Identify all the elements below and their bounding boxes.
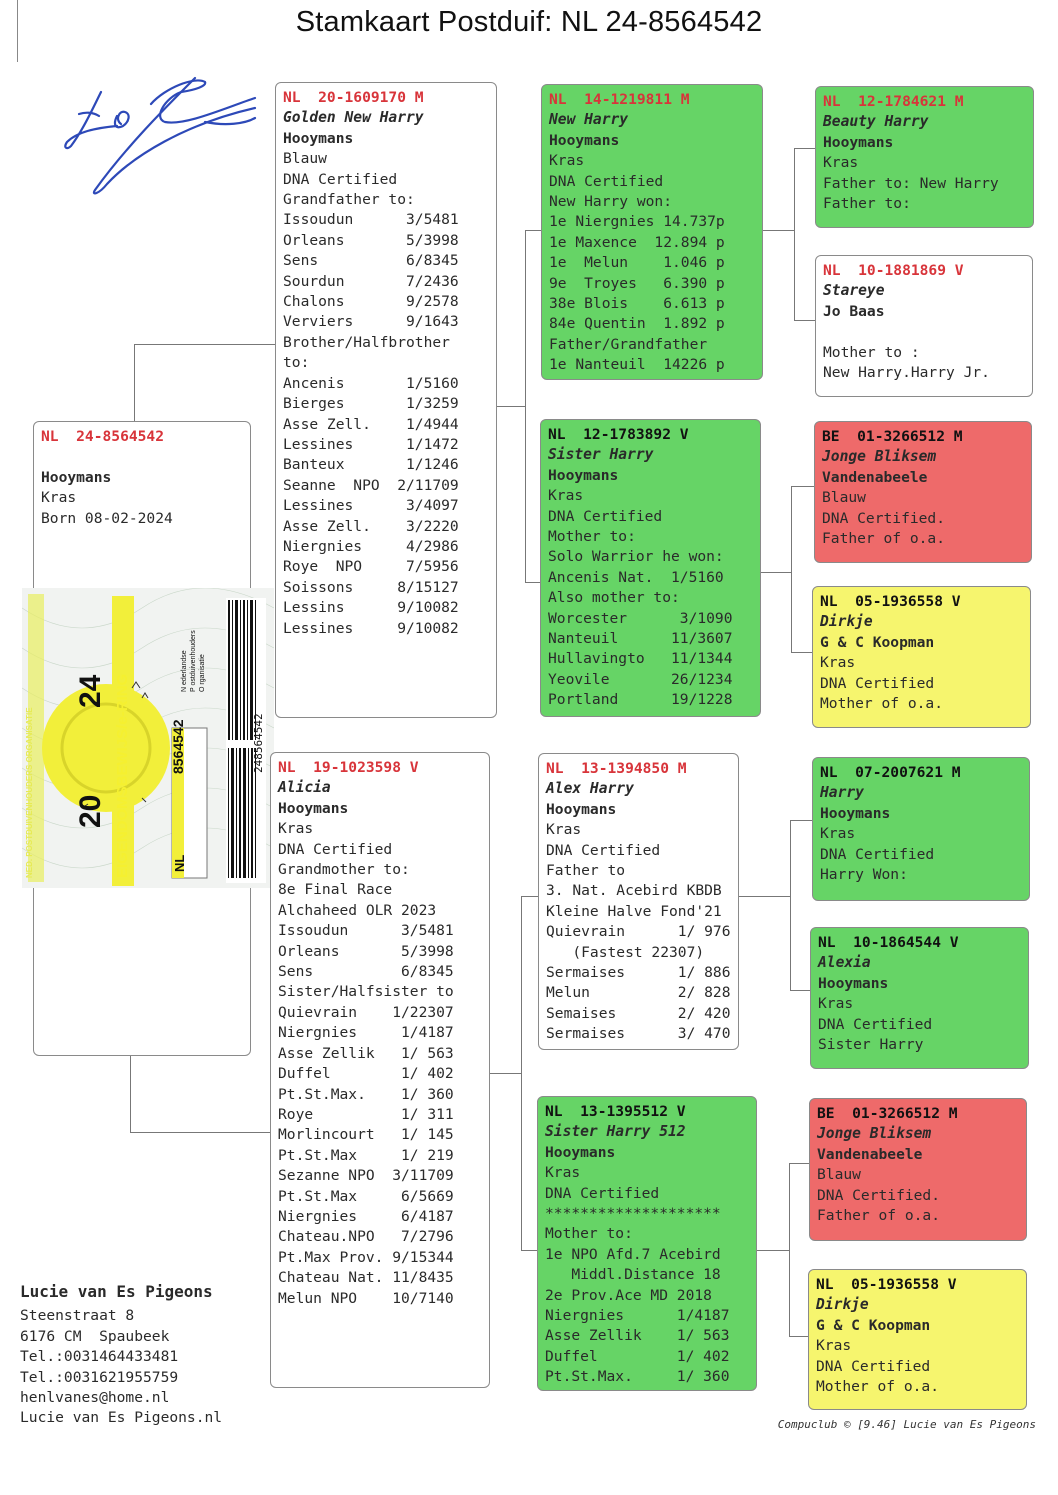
pigeon-name: Jonge Bliksem (817, 1125, 932, 1143)
signature (55, 68, 295, 208)
pigeon-name: Stareye (823, 282, 885, 300)
connector (790, 990, 812, 991)
connector (762, 230, 795, 231)
breeder: Hooymans (818, 974, 889, 992)
ring-number: NL 24-8564542 (41, 428, 165, 445)
connector (130, 1132, 274, 1133)
pigeon-name: Alicia (278, 779, 331, 797)
ring-number: BE 01-3266512 M (817, 1105, 958, 1122)
connector (794, 320, 817, 321)
pigeon-name: Beauty Harry (823, 113, 929, 131)
connector (794, 148, 795, 320)
pedigree-box-dss: NL 07-2007621 M Harry Hooymans Kras DNA Certified Harry Won: (812, 757, 1030, 901)
ring-number: NL 05-1936558 V (820, 593, 961, 610)
connector (525, 230, 541, 231)
pedigree-box-sire-sire: NL 14-1219811 M New Harry Hooymans Kras DNA Certified New Harry won: 1e Niergnies 14.737p 1e Maxence 12.894 p 1e Melun 1.046 p 9e Troyes 6.390 p 38e Blois 6.613 p 84e Quentin 1.892 p Father/Grandfather 1e Nanteuil 14226 p (541, 84, 763, 380)
pedigree-box-dds: BE 01-3266512 M Jonge Bliksem Vandenabeele Blauw DNA Certified. Father of o.a. (809, 1098, 1027, 1241)
pigeon-name: Sister Harry (548, 446, 654, 464)
pedigree-box-dsd: NL 10-1864544 V Alexia Hooymans Kras DNA Certified Sister Harry (810, 927, 1029, 1069)
ring-number: NL 07-2007621 M (820, 764, 961, 781)
ring-number: NL 12-1784621 M (823, 93, 964, 110)
connector (789, 1163, 809, 1164)
connector (790, 820, 791, 990)
ring-number: NL 12-1783892 V (548, 426, 689, 443)
ring-year-left: 20 (74, 794, 107, 828)
connector (525, 230, 526, 582)
breeder: Hooymans (41, 468, 112, 486)
ring-number: NL 10-1864544 V (818, 934, 959, 951)
pedigree-box-sire-dam: NL 12-1783892 V Sister Harry Hooymans Kras DNA Certified Mother to: Solo Warrior he won: Ancenis Nat. 1/5160 Also mother to: Worcester 3/1090 Nanteuil 11/3607 Hullavingto 11/1344 Yeovile 26/1234 Portland 19/1228 (540, 419, 761, 717)
ring-number-card: 8564542 (170, 719, 186, 774)
owner-website: Lucie van Es Pigeons.nl (20, 1409, 223, 1427)
connector (490, 1073, 522, 1074)
pigeon-name: Golden New Harry (283, 109, 424, 127)
ring-number: BE 01-3266512 M (822, 428, 963, 445)
breeder: Hooymans (820, 804, 891, 822)
breeder: Hooymans (278, 799, 349, 817)
connector (791, 486, 792, 652)
breeder: G & C Koopman (820, 633, 935, 651)
color: Kras (41, 489, 77, 507)
connector (756, 1250, 790, 1251)
pigeon-name: Alexia (818, 954, 871, 972)
owner-postcode: 6176 CM Spaubeek (20, 1327, 170, 1345)
pigeon-name: Sister Harry 512 (545, 1123, 686, 1141)
owner-phone-2: Tel.:0031621955759 (20, 1368, 179, 1386)
born-date: Born 08-02-2024 (41, 509, 173, 527)
pedigree-box-sss: NL 12-1784621 M Beauty Harry Hooymans Kras Father to: New Harry Father to: (815, 86, 1034, 228)
connector (760, 572, 792, 573)
barcode-number: 248564542 (252, 713, 265, 773)
connector (790, 820, 813, 821)
ring-number: NL 10-1881869 V (823, 262, 964, 279)
breeder: Jo Baas (823, 302, 885, 320)
ring-number: NL 19-1023598 V (278, 759, 419, 776)
breeder: Hooymans (546, 800, 617, 818)
pigeon-name: Jonge Bliksem (822, 448, 937, 466)
connector (794, 148, 817, 149)
pigeon-name: Dirkje (820, 613, 873, 631)
ring-number: NL 13-1395512 V (545, 1103, 686, 1120)
pigeon-name: Alex Harry (546, 780, 634, 798)
breeder: Vandenabeele (817, 1145, 923, 1163)
owner-name: Lucie van Es Pigeons (20, 1282, 213, 1301)
ring-card-org: NED. POSTDUIVENHOUDERS ORGANISATIE (25, 707, 34, 878)
breeder: Hooymans (823, 133, 894, 151)
pigeon-name: Dirkje (816, 1296, 869, 1314)
pigeon-name: Harry (820, 784, 864, 802)
connector (525, 582, 540, 583)
pedigree-box-dam-dam: NL 13-1395512 V Sister Harry 512 Hooymans Kras DNA Certified ******************** Mother to: 1e NPO Afd.7 Acebird Middl.Distance 18 2e Prov.Ace MD 2018 Niergnies 1/4187 Asse Zellik 1/ 563 Duffel 1/ 402 Pt.St.Max. 1/ 360 (537, 1096, 757, 1391)
software-credit: Compuclub © [9.46] Lucie van Es Pigeons (777, 1418, 1036, 1431)
pigeon-name: New Harry (549, 111, 629, 129)
connector (738, 896, 791, 897)
pedigree-box-sire: NL 20-1609170 M Golden New Harry Hooymans Blauw DNA Certified Grandfather to: Issoudun 3/5481 Orleans 5/3998 Sens 6/8345 Sourdun 7/2436 Chalons 9/2578 Verviers 9/1643 Brother/Halfbrother to: Ancenis 1/5160 Bierges 1/3259 Asse Zell. 1/4944 Lessines 1/1472 Banteux 1/1246 Seanne NPO 2/11709 Lessines 3/4097 Asse Zell. 3/2220 Niergnies 4/2986 Roye NPO 7/5956 Soissons 8/15127 Lessins 9/10082 Lessines 9/10082 (275, 82, 497, 718)
owner-contact-block (20, 1282, 222, 1429)
breeder: G & C Koopman (816, 1316, 931, 1334)
breeder: Hooymans (283, 129, 354, 147)
connector (496, 406, 526, 407)
pedigree-box-sds: BE 01-3266512 M Jonge Bliksem Vandenabeele Blauw DNA Certified. Father of o.a. (814, 421, 1032, 563)
owner-email: henlvanes@home.nl (20, 1389, 170, 1407)
pedigree-box-dam-sire: NL 13-1394850 M Alex Harry Hooymans Kras DNA Certified Father to 3. Nat. Acebird KBDB Kleine Halve Fond'21 Quievrain 1/ 976 (Fastest 22307) Sermaises 1/ 886 Melun 2/ 828 Semaises 2/ 420 Sermaises 3/ 470 (538, 753, 739, 1050)
connector (521, 896, 538, 897)
page-title: Stamkaart Postduif: NL 24-8564542 (295, 6, 763, 38)
ring-card-label: EIGENDOMSBEWIJS/e-RING (114, 673, 131, 878)
connector (134, 344, 135, 421)
connector (791, 652, 813, 653)
breeder: Hooymans (545, 1143, 616, 1161)
connector (791, 486, 814, 487)
pedigree-box-sdd: NL 05-1936558 V Dirkje G & C Koopman Kras DNA Certified Mother of o.a. (812, 586, 1031, 728)
pedigree-box-dam: NL 19-1023598 V Alicia Hooymans Kras DNA Certified Grandmother to: 8e Final Race Alchaheed OLR 2023 Issoudun 3/5481 Orleans 5/3998 Sens 6/8345 Sister/Halfsister to Quievrain 1/22307 Niergnies 1/4187 Asse Zellik 1/ 563 Duffel 1/ 402 Pt.St.Max. 1/ 360 Roye 1/ 311 Morlincourt 1/ 145 Pt.St.Max 1/ 219 Sezanne NPO 3/11709 Pt.St.Max 6/5669 Niergnies 6/4187 Chateau.NPO 7/2796 Pt.Max Prov. 9/15344 Chateau Nat. 11/8435 Melun NPO 10/7140 (270, 752, 490, 1388)
connector (134, 344, 275, 345)
ring-number: NL 20-1609170 M (283, 89, 424, 106)
npo-logo-text: N ederlandse P ostduivenhouders O rganisatie (181, 630, 206, 692)
ring-country-card: NL (172, 854, 187, 872)
ring-year-right: 24 (74, 674, 107, 708)
owner-street: Steenstraat 8 (20, 1307, 135, 1325)
ring-number: NL 13-1394850 M (546, 760, 687, 777)
connector (789, 1336, 808, 1337)
connector (789, 1163, 790, 1336)
owner-phone: Tel.:0031464433481 (20, 1348, 179, 1366)
connector (521, 896, 522, 1250)
pedigree-box-ssd: NL 10-1881869 V Stareye Jo Baas Mother to : New Harry.Harry Jr. (815, 255, 1033, 397)
ring-number: NL 05-1936558 V (816, 1276, 957, 1293)
pedigree-box-ddd: NL 05-1936558 V Dirkje G & C Koopman Kras DNA Certified Mother of o.a. (808, 1269, 1027, 1410)
breeder: Hooymans (548, 466, 619, 484)
ownership-ring-card (22, 588, 274, 888)
connector (130, 1055, 131, 1132)
connector (521, 1250, 537, 1251)
ring-number: NL 14-1219811 M (549, 91, 690, 108)
breeder: Vandenabeele (822, 468, 928, 486)
breeder: Hooymans (549, 131, 620, 149)
